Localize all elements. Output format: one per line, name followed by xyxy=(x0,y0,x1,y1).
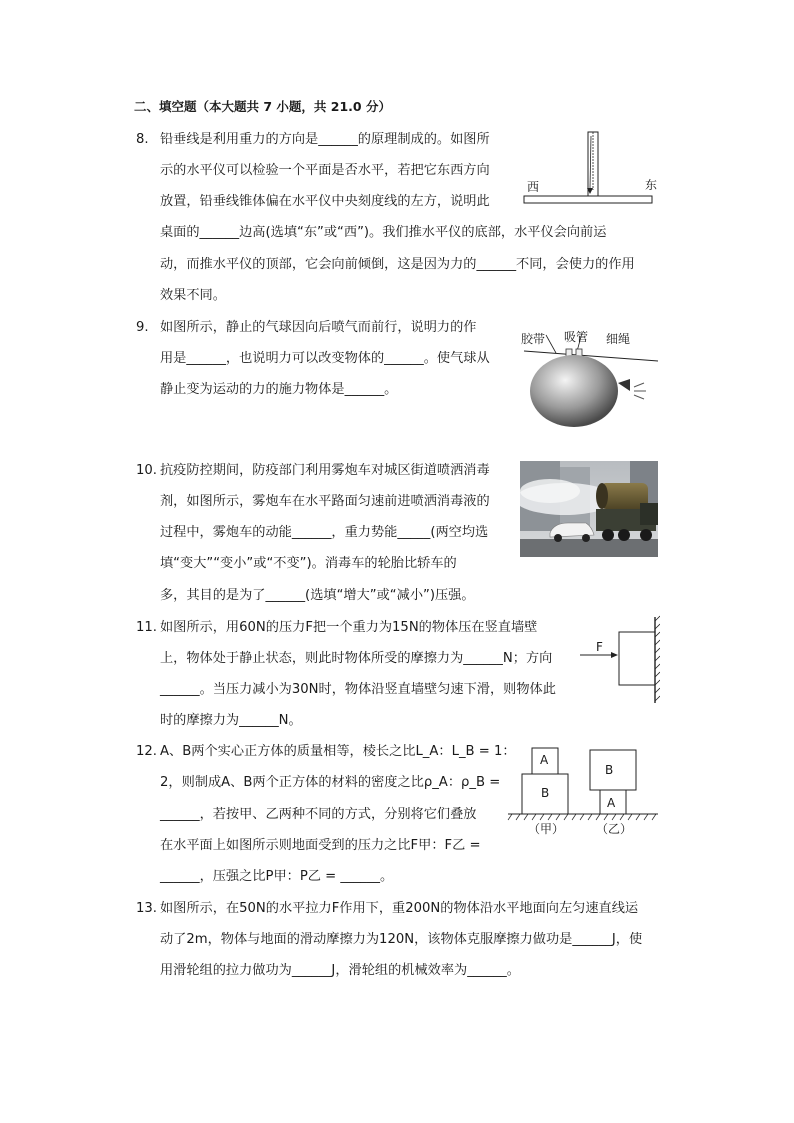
question-line: 填“变大”“变小”或“不变”)。消毒车的轮胎比轿车的 xyxy=(160,556,457,571)
fog-cannon-truck-photo xyxy=(520,461,658,557)
question-line: ______，若按甲、乙两种不同的方式，分别将它们叠放 xyxy=(160,807,477,822)
question-line: 在水平面上如图所示则地面受到的压力之比F甲：F乙 = xyxy=(160,838,481,853)
wall-block-figure xyxy=(578,615,660,705)
force-label: F xyxy=(596,640,603,654)
question-line: 过程中，雾炮车的动能______，重力势能_____(两空均选 xyxy=(160,525,489,540)
question-line: 时的摩擦力为______N。 xyxy=(160,713,302,728)
straw-label: 吸管 xyxy=(564,330,589,344)
question-line: 静止变为运动的力的施力物体是______。 xyxy=(160,382,398,397)
section-title: 二、填空题（本大题共 7 小题，共 21.0 分） xyxy=(134,99,391,114)
question-line: 如图所示，静止的气球因向后喷气而前行，说明力的作 xyxy=(160,320,477,335)
question-line: 桌面的______边高(选填“东”或“西”)。我们推水平仪的底部，水平仪会向前运 xyxy=(160,225,607,240)
question-line: 放置，铅垂线锥体偏在水平仪中央刻度线的左方，说明此 xyxy=(160,194,490,209)
rope-label: 细绳 xyxy=(606,332,631,346)
question-line: 用是______，也说明力可以改变物体的______。使气球从 xyxy=(160,351,490,366)
question-line: 多，其目的是为了______(选填“增大”或“减小”)压强。 xyxy=(160,588,475,603)
question-line: A、B两个实心正方体的质量相等，棱长之比L_A：L_B = 1： xyxy=(160,744,516,759)
level-instrument-figure xyxy=(522,130,662,210)
question-number: 12. xyxy=(136,744,157,759)
question-line: 如图所示，在50N的水平拉力F作用下，重200N的物体沿水平地面向左匀速直线运 xyxy=(160,901,639,916)
question-number: 11. xyxy=(136,620,157,635)
question-line: 动了2m，物体与地面的滑动摩擦力为120N，该物体克服摩擦力做功是______J，使 xyxy=(160,932,643,947)
question-line: ______，压强之比P甲：P乙 = ______。 xyxy=(160,869,394,884)
question-line: 动，而推水平仪的顶部，它会向前倾倒，这是因为力的______不同，会使力的作用 xyxy=(160,257,635,272)
block-a-top-label: A xyxy=(540,753,549,767)
question-number: 10. xyxy=(136,463,157,478)
question-number: 9. xyxy=(136,320,149,335)
block-b-bottom-label: B xyxy=(541,786,550,800)
question-line: 如图所示，用60N的压力F把一个重力为15N的物体压在竖直墙壁 xyxy=(160,620,538,635)
east-label: 东 xyxy=(645,178,658,192)
question-line: 上，物体处于静止状态，则此时物体所受的摩擦力为______N；方向 xyxy=(160,651,553,666)
question-line: 铅垂线是利用重力的方向是______的原理制成的。如图所 xyxy=(160,132,490,147)
stacked-blocks-figure xyxy=(506,745,660,821)
question-line: 用滑轮组的拉力做功为______J，滑轮组的机械效率为______。 xyxy=(160,963,520,978)
question-line: 效果不同。 xyxy=(160,288,226,303)
question-line: ______。当压力减小为30N时，物体沿竖直墙壁匀速下滑，则物体此 xyxy=(160,682,556,697)
question-number: 8. xyxy=(136,132,149,147)
question-number: 13. xyxy=(136,901,157,916)
question-line: 抗疫防控期间，防疫部门利用雾炮车对城区街道喷洒消毒 xyxy=(160,463,490,478)
block-a-bottom-label: A xyxy=(607,796,616,810)
west-label: 西 xyxy=(527,180,540,194)
question-line: 2，则制成A、B两个正方体的材料的密度之比ρ_A：ρ_B = xyxy=(160,775,501,790)
question-line: 剂，如图所示，雾炮车在水平路面匀速前进喷洒消毒液的 xyxy=(160,494,490,509)
block-b-top-label: B xyxy=(605,763,614,777)
caption-jia: （甲） xyxy=(528,822,565,836)
question-line: 示的水平仪可以检验一个平面是否水平，若把它东西方向 xyxy=(160,163,490,178)
tape-label: 胶带 xyxy=(521,332,546,346)
caption-yi: （乙） xyxy=(596,822,633,836)
